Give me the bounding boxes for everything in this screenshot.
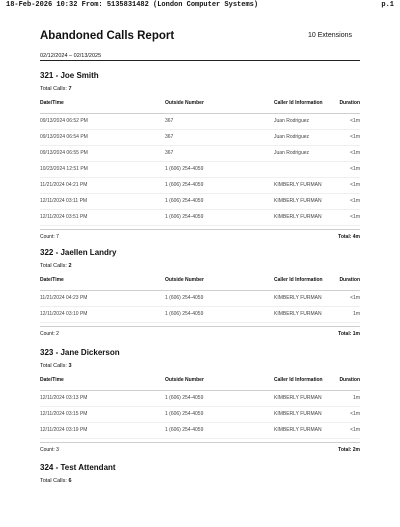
table-row (40, 295, 360, 304)
cell-duration: <1m (350, 150, 360, 156)
column-header-duration: Duration (339, 377, 360, 383)
cell-duration: <1m (350, 427, 360, 433)
column-header-outside-number: Outside Number (165, 377, 204, 383)
cell-outside-number: 1 (606) 254-4059 (165, 411, 204, 417)
column-header-outside-number: Outside Number (165, 277, 204, 283)
cell-datetime: 12/11/2024 03:11 PM (40, 198, 88, 204)
cell-outside-number: 1 (606) 254-4059 (165, 198, 204, 204)
fax-header-info: 18-Feb-2026 10:32 From: 5135831482 (London Computer Systems) (6, 1, 259, 9)
cell-duration: <1m (350, 166, 360, 172)
cell-caller-id: KIMBERLY FURMAN (274, 182, 322, 188)
cell-caller-id: KIMBERLY FURMAN (274, 395, 322, 401)
cell-outside-number: 367 (165, 134, 174, 140)
section-count: Count: 7 (40, 234, 59, 240)
table-row (40, 214, 360, 223)
cell-caller-id: Juan Rodriguez (274, 118, 310, 124)
cell-datetime: 11/21/2024 04:21 PM (40, 182, 88, 188)
section-total: Total: 2m (338, 447, 360, 453)
section-title: 323 - Jane Dickerson (40, 348, 120, 357)
section-title: 322 - Jaellen Landry (40, 248, 117, 257)
report-title: Abandoned Calls Report (40, 30, 175, 42)
table-row (40, 150, 360, 159)
cell-outside-number: 1 (606) 254-4059 (165, 166, 204, 172)
table-header (40, 100, 360, 109)
cell-duration: <1m (350, 118, 360, 124)
cell-caller-id: KIMBERLY FURMAN (274, 311, 322, 317)
total-calls (40, 86, 72, 92)
section-title: 321 - Joe Smith (40, 71, 99, 80)
total-calls-label: Total Calls: (40, 478, 67, 484)
section-total: Total: 4m (338, 234, 360, 240)
total-calls-value: 7 (68, 86, 72, 92)
table-row (40, 411, 360, 420)
cell-caller-id: KIMBERLY FURMAN (274, 427, 322, 433)
cell-datetime: 12/11/2024 03:19 PM (40, 427, 88, 433)
total-calls-value: 3 (68, 363, 72, 369)
cell-datetime: 12/11/2024 03:51 PM (40, 214, 88, 220)
column-header-caller-id: Caller Id Information (274, 277, 323, 283)
total-calls (40, 263, 72, 269)
cell-outside-number: 1 (606) 254-4059 (165, 427, 204, 433)
column-header-datetime: Date/Time (40, 100, 64, 106)
section-footer (40, 447, 360, 456)
cell-outside-number: 1 (606) 254-4059 (165, 182, 204, 188)
cell-caller-id: KIMBERLY FURMAN (274, 411, 322, 417)
section-title: 324 - Test Attendant (40, 463, 116, 472)
fax-page-number: p.1 (381, 1, 394, 9)
date-range: 02/12/2024 – 02/13/2025 (40, 53, 102, 59)
table-row (40, 395, 360, 404)
cell-outside-number: 1 (606) 254-4059 (165, 295, 204, 301)
table-row (40, 182, 360, 191)
total-calls-label: Total Calls: (40, 263, 67, 269)
table-row (40, 118, 360, 127)
cell-datetime: 09/13/2024 06:54 PM (40, 134, 88, 140)
cell-datetime: 12/11/2024 03:10 PM (40, 311, 88, 317)
total-calls-value: 2 (68, 263, 72, 269)
total-calls (40, 478, 72, 484)
header-rule (40, 60, 360, 61)
table-row (40, 134, 360, 143)
cell-duration: <1m (350, 214, 360, 220)
table-row (40, 166, 360, 175)
cell-datetime: 12/11/2024 03:13 PM (40, 395, 88, 401)
cell-duration: <1m (350, 182, 360, 188)
cell-duration: <1m (350, 295, 360, 301)
cell-caller-id: Juan Rodriguez (274, 150, 310, 156)
extensions-count: 10 Extensions (308, 32, 352, 39)
column-header-duration: Duration (339, 100, 360, 106)
table-row (40, 198, 360, 207)
cell-caller-id: KIMBERLY FURMAN (274, 198, 322, 204)
table-header (40, 277, 360, 286)
cell-datetime: 12/11/2024 03:15 PM (40, 411, 88, 417)
cell-outside-number: 1 (606) 254-4059 (165, 395, 204, 401)
cell-caller-id: KIMBERLY FURMAN (274, 295, 322, 301)
cell-datetime: 11/21/2024 04:23 PM (40, 295, 88, 301)
cell-caller-id: Juan Rodriguez (274, 134, 310, 140)
cell-duration: <1m (350, 411, 360, 417)
column-header-datetime: Date/Time (40, 377, 64, 383)
column-header-duration: Duration (339, 277, 360, 283)
cell-datetime: 09/13/2024 06:55 PM (40, 150, 88, 156)
section-count: Count: 2 (40, 331, 59, 337)
cell-duration: <1m (350, 198, 360, 204)
section-footer (40, 331, 360, 340)
total-calls-value: 6 (68, 478, 72, 484)
cell-duration: 1m (353, 395, 360, 401)
column-header-outside-number: Outside Number (165, 100, 204, 106)
cell-duration: 1m (353, 311, 360, 317)
cell-outside-number: 367 (165, 150, 174, 156)
section-count: Count: 3 (40, 447, 59, 453)
cell-datetime: 09/13/2024 06:52 PM (40, 118, 88, 124)
column-header-caller-id: Caller Id Information (274, 100, 323, 106)
cell-duration: <1m (350, 134, 360, 140)
cell-caller-id: KIMBERLY FURMAN (274, 214, 322, 220)
total-calls-label: Total Calls: (40, 363, 67, 369)
total-calls-label: Total Calls: (40, 86, 67, 92)
cell-outside-number: 367 (165, 118, 174, 124)
column-header-datetime: Date/Time (40, 277, 64, 283)
fax-header (6, 1, 394, 13)
cell-outside-number: 1 (606) 254-4059 (165, 214, 204, 220)
cell-datetime: 10/23/2024 12:51 PM (40, 166, 88, 172)
section-footer (40, 234, 360, 243)
column-header-caller-id: Caller Id Information (274, 377, 323, 383)
cell-outside-number: 1 (606) 254-4059 (165, 311, 204, 317)
total-calls (40, 363, 72, 369)
table-row (40, 311, 360, 320)
table-row (40, 427, 360, 436)
table-header (40, 377, 360, 386)
section-total: Total: 1m (338, 331, 360, 337)
